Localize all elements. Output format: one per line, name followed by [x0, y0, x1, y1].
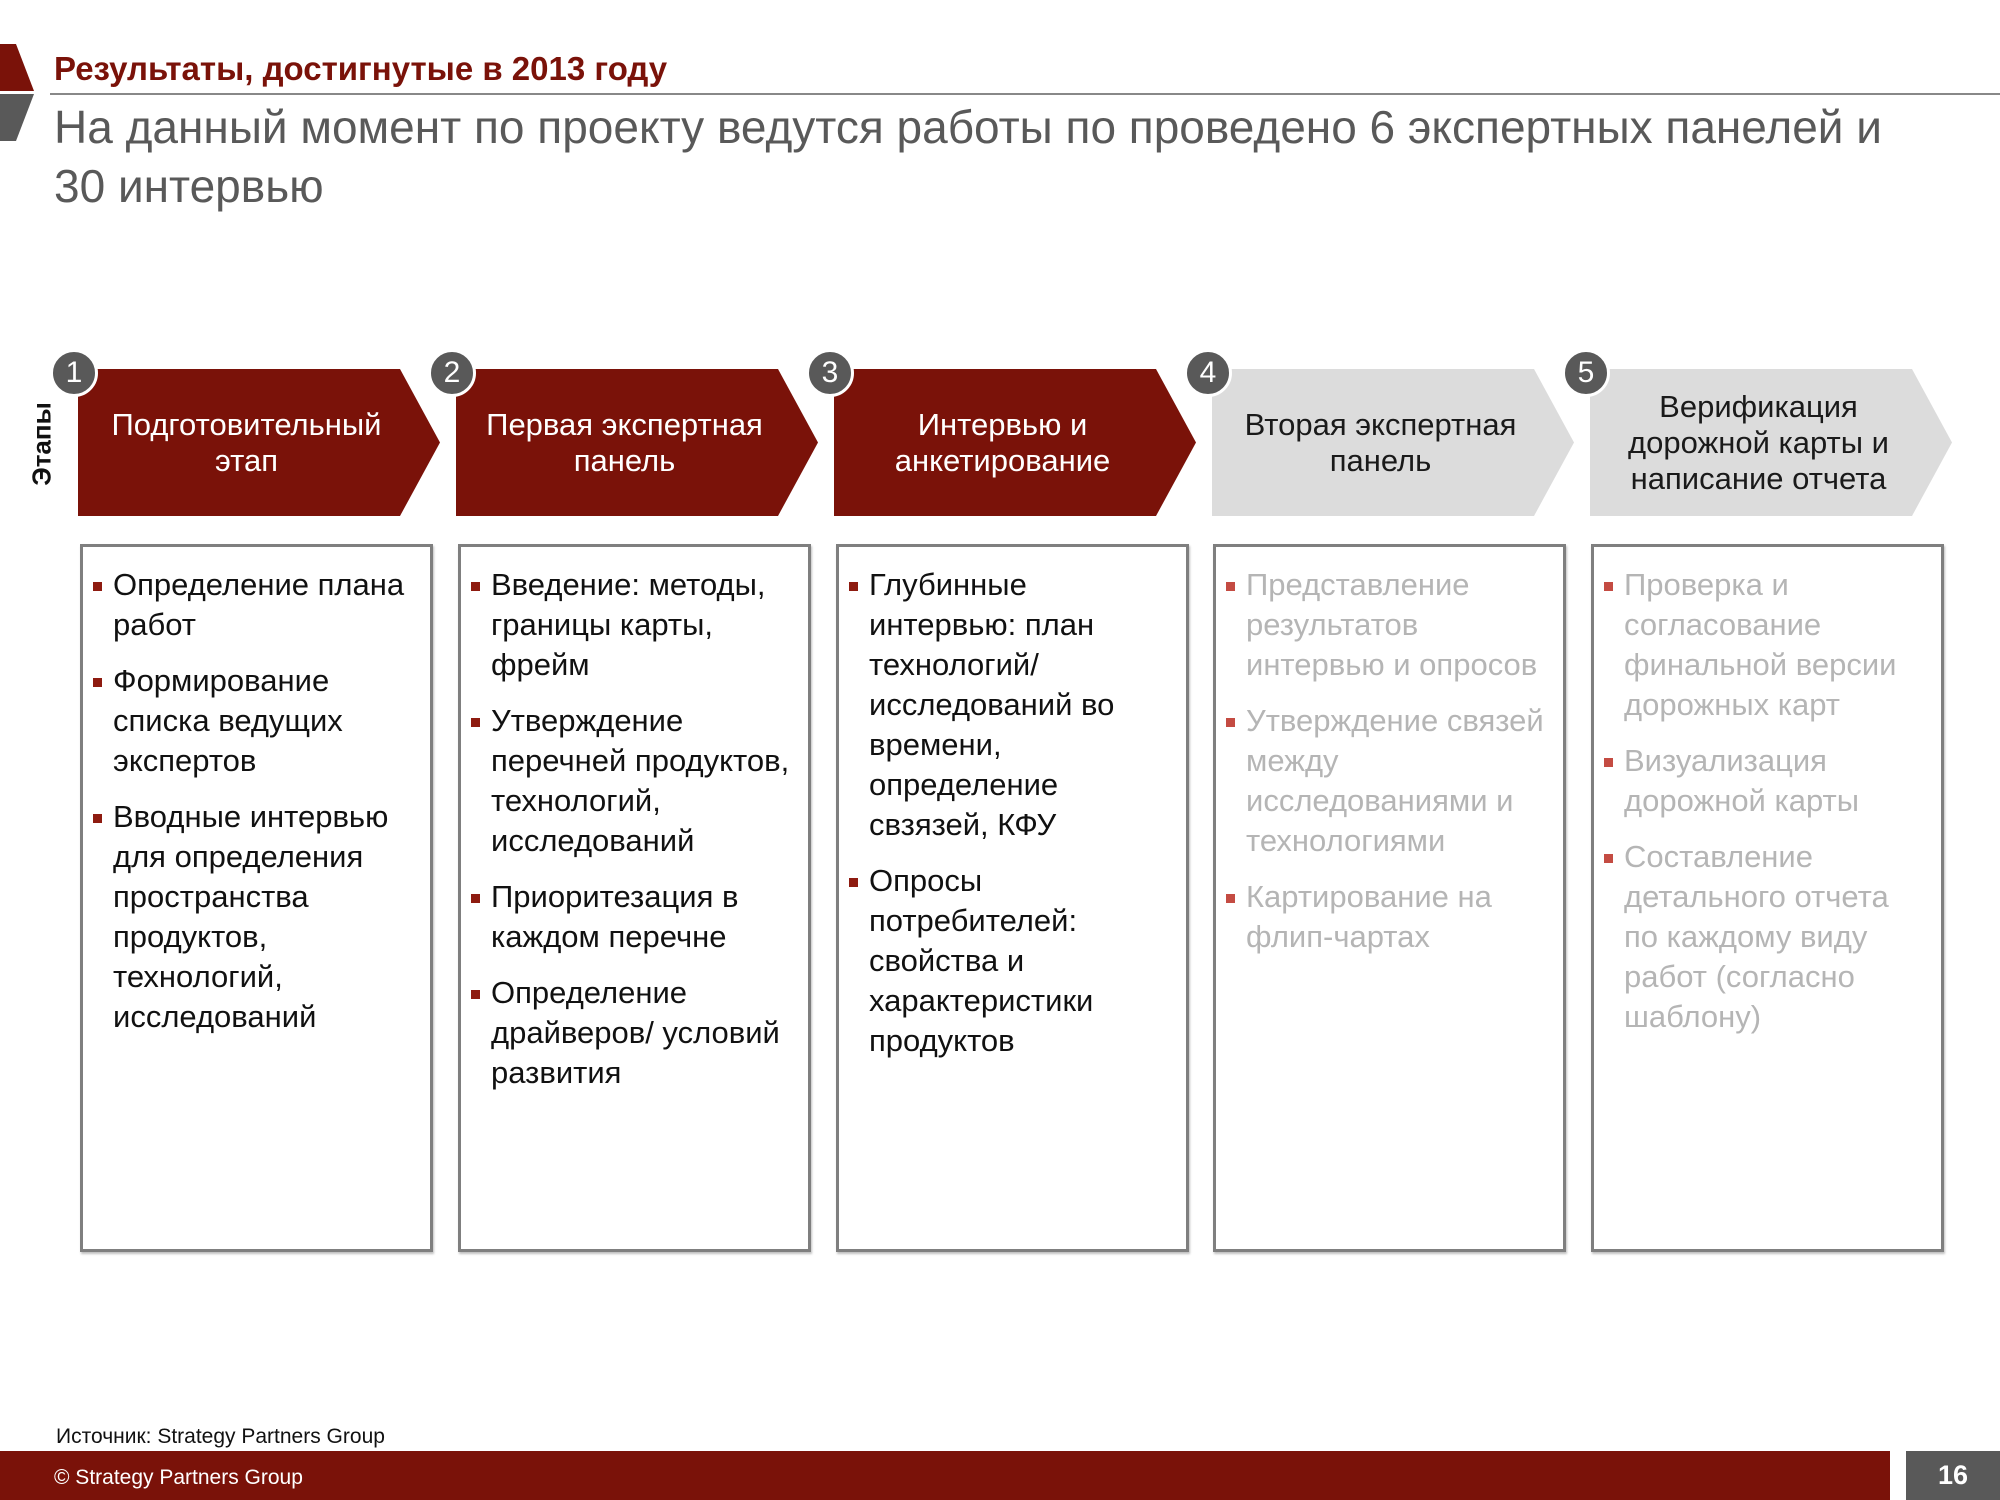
stage-3-number-badge: 3	[806, 349, 854, 397]
list-item: Визуализация дорожной карты	[1624, 741, 1931, 821]
list-item: Утверждение связей между исследованиями и технологиями	[1246, 701, 1553, 861]
list-item: Опросы потребителей: свойства и характеристики продуктов	[869, 861, 1176, 1061]
stage-2-number-badge: 2	[428, 349, 476, 397]
stage-3-chevron	[821, 356, 1196, 516]
list-item: Введение: методы, границы карты, фрейм	[491, 565, 798, 685]
stage-4-number-badge: 4	[1184, 349, 1232, 397]
page-number: 16	[1906, 1451, 2000, 1500]
stage-4-details	[1213, 544, 1566, 1252]
stage-4-title: Вторая экспертная панель	[1244, 406, 1517, 478]
stage-1-title: Подготовительный этап	[111, 406, 382, 478]
stages-axis-label: Этапы	[26, 402, 57, 486]
list-item: Определение драйверов/ условий развития	[491, 973, 798, 1093]
list-item: Приоритезация в каждом перечне	[491, 877, 798, 957]
stage-5-title: Верификация дорожной карты и написание отчета	[1628, 388, 1889, 496]
stages-row	[65, 356, 1948, 516]
stage-1-details	[80, 544, 433, 1252]
list-item: Составление детального отчета по каждому виду работ (согласно шаблону)	[1624, 837, 1931, 1037]
list-item: Определение плана работ	[113, 565, 420, 645]
list-item: Проверка и согласование финальной версии дорожных карт	[1624, 565, 1931, 725]
list-item: Картирование на флип-чартах	[1246, 877, 1553, 957]
list-item: Утверждение перечней продуктов, технологий, исследований	[491, 701, 798, 861]
stage-5-chevron	[1577, 356, 1952, 516]
header-divider	[50, 93, 2000, 95]
source-note: Источник: Strategy Partners Group	[56, 1425, 385, 1448]
stage-1-chevron	[65, 356, 440, 516]
page-title: На данный момент по проекту ведутся работы по проведено 6 экспертных панелей и 30 интервью	[54, 101, 1882, 212]
list-item: Формирование списка ведущих экспертов	[113, 661, 420, 781]
stage-5-number-badge: 5	[1562, 349, 1610, 397]
stage-1-number-badge: 1	[50, 349, 98, 397]
list-item: Вводные интервью для определения пространства продуктов, технологий, исследований	[113, 797, 420, 1037]
section-title: Результаты, достигнутые в 2013 году	[54, 50, 668, 87]
stage-2-chevron	[443, 356, 818, 516]
stage-3-details	[836, 544, 1189, 1252]
footer-copyright: © Strategy Partners Group	[54, 1466, 303, 1489]
corner-mark	[0, 44, 36, 147]
list-item: Представление результатов интервью и опросов	[1246, 565, 1553, 685]
stage-5-details	[1591, 544, 1944, 1252]
stage-2-details	[458, 544, 811, 1252]
list-item: Глубинные интервью: план технологий/ исследований во времени, определение свзязей, КФУ	[869, 565, 1176, 845]
stage-4-chevron	[1199, 356, 1574, 516]
stage-2-title: Первая экспертная панель	[486, 406, 763, 478]
stage-3-title: Интервью и анкетирование	[894, 406, 1111, 478]
